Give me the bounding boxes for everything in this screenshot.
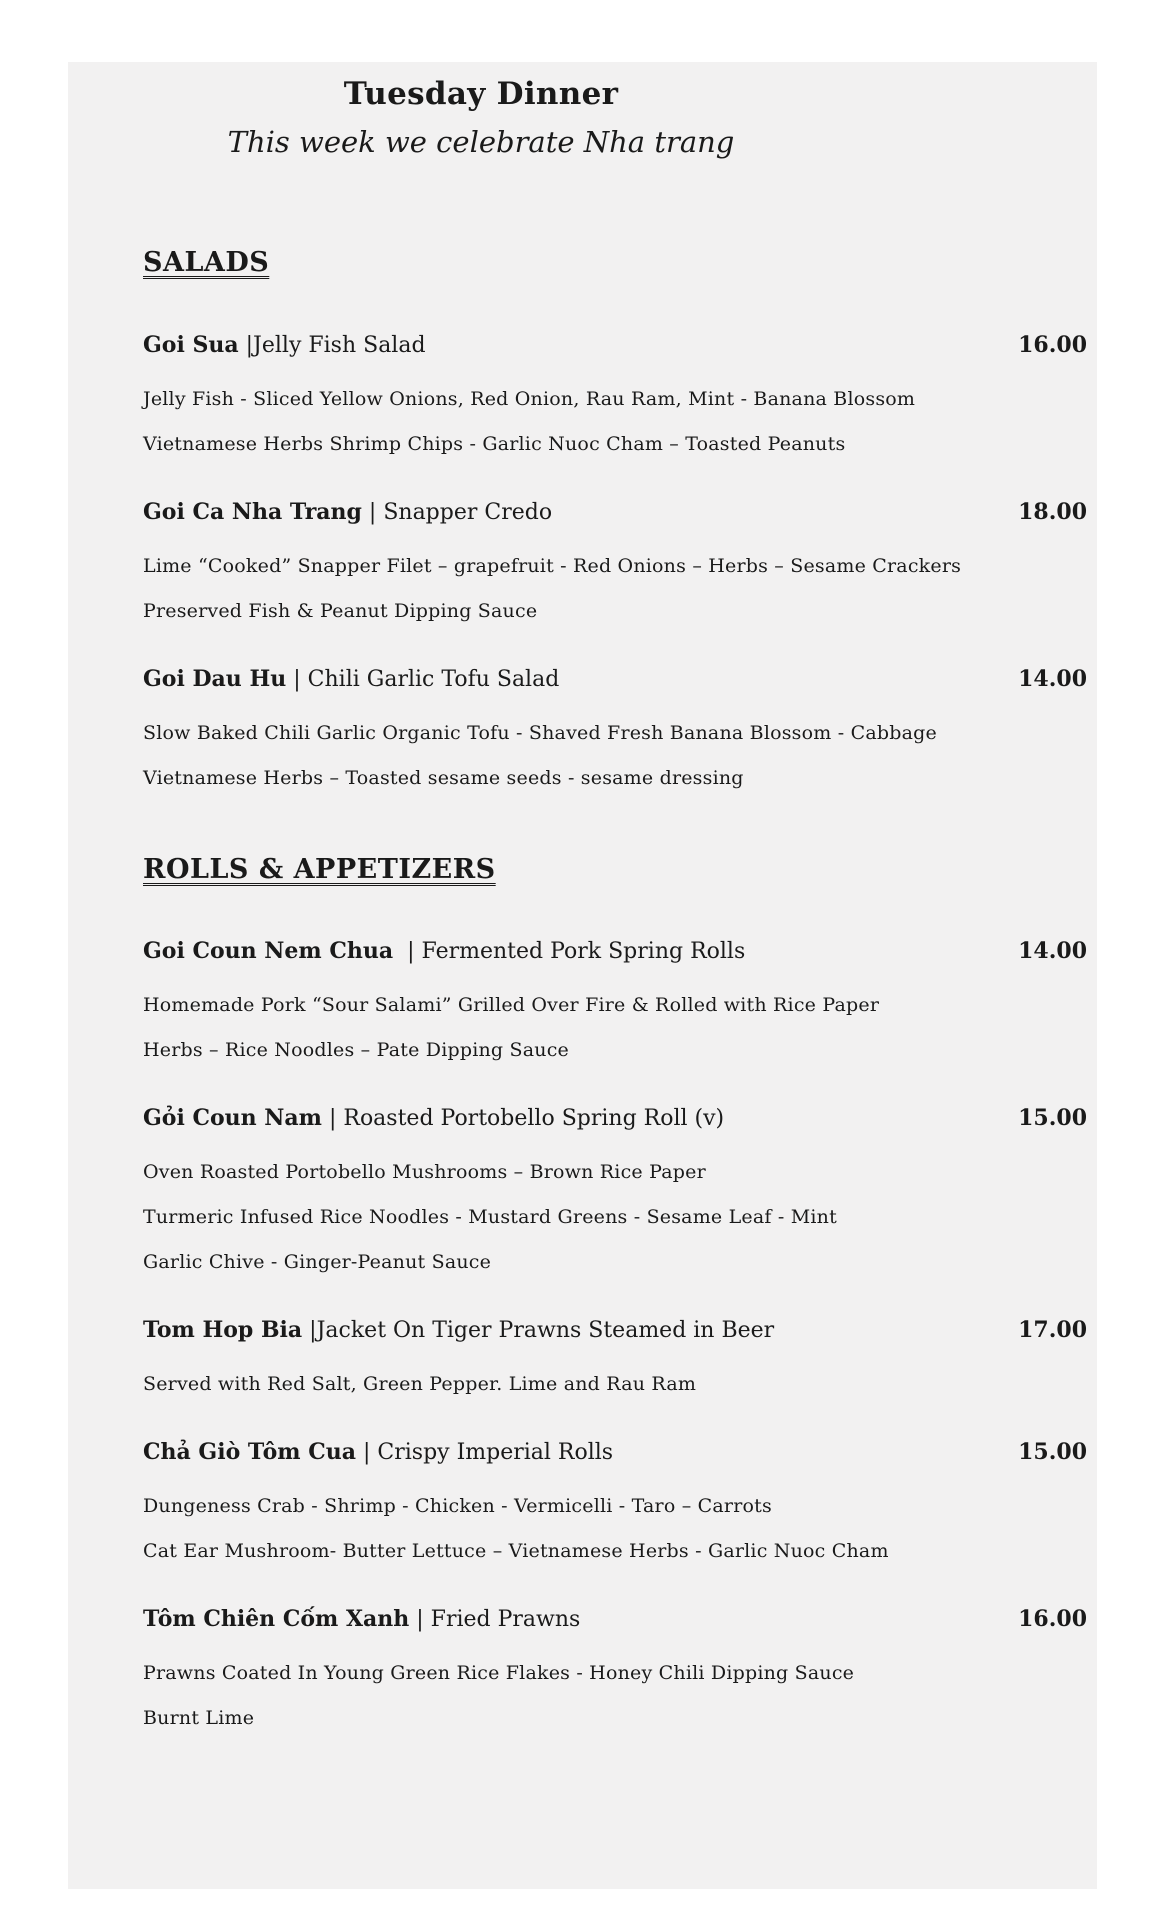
- item-price: 15.00: [1018, 1439, 1087, 1466]
- section-heading: ROLLS & APPETIZERS: [143, 853, 496, 885]
- item-desc: [143, 711, 1087, 801]
- item-desc-line: Jelly Fish - Sliced Yellow Onions, Red Onion, Rau Ram, Mint - Banana Blossom: [143, 387, 916, 410]
- item-subname: | Fermented Pork Spring Rolls: [393, 939, 746, 965]
- menu-sections: [143, 246, 1087, 1742]
- item-name: Gỏi Coun Nam: [143, 1105, 322, 1132]
- item-row: [143, 1103, 1087, 1134]
- item-desc-line: Herbs – Rice Noodles – Pate Dipping Sauce: [143, 1039, 570, 1062]
- item-subname: | Roasted Portobello Spring Roll (v): [321, 1106, 725, 1132]
- item-name: Goi Coun Nem Chua: [143, 938, 394, 965]
- item-row: [143, 330, 1087, 361]
- item-name: Goi Dau Hu: [143, 665, 287, 692]
- menu-item: [143, 1315, 1087, 1407]
- item-price: 14.00: [1018, 665, 1087, 692]
- item-desc-line: Vietnamese Herbs Shrimp Chips - Garlic Nuoc Cham – Toasted Peanuts: [143, 432, 846, 455]
- item-subname: | Snapper Credo: [361, 499, 553, 525]
- item-price: 14.00: [1018, 938, 1087, 965]
- item-price: 18.00: [1018, 498, 1087, 525]
- item-desc-line: Burnt Lime: [143, 1707, 255, 1730]
- section-items: [143, 936, 1087, 1741]
- item-desc-line: Dungeness Crab - Shrimp - Chicken - Vermicelli - Taro – Carrots: [143, 1495, 772, 1518]
- item-name: Goi Ca Nha Trang: [143, 498, 362, 525]
- item-price: 15.00: [1018, 1105, 1087, 1132]
- item-row: [143, 1604, 1087, 1635]
- menu-section: [143, 853, 1087, 1742]
- item-desc: [143, 377, 1087, 467]
- item-price: 16.00: [1018, 331, 1087, 358]
- menu-item: [143, 1103, 1087, 1285]
- item-name: Tôm Chiên Cốm Xanh: [143, 1606, 410, 1633]
- item-row: [143, 497, 1087, 528]
- item-desc-line: Served with Red Salt, Green Pepper. Lime and Rau Ram: [143, 1373, 697, 1396]
- item-desc-line: Oven Roasted Portobello Mushrooms – Brown Rice Paper: [143, 1161, 706, 1184]
- item-desc-line: Preserved Fish & Peanut Dipping Sauce: [143, 599, 538, 622]
- item-desc: [143, 1362, 1087, 1407]
- item-desc: [143, 1150, 1087, 1285]
- item-desc: [143, 1484, 1087, 1574]
- item-subname: | Crispy Imperial Rolls: [355, 1440, 614, 1466]
- item-price: 17.00: [1018, 1317, 1087, 1344]
- item-row: [143, 1315, 1087, 1346]
- menu-header: [143, 76, 819, 160]
- item-desc-line: Turmeric Infused Rice Noodles - Mustard Greens - Sesame Leaf - Mint: [143, 1206, 837, 1229]
- item-desc-line: Garlic Chive - Ginger-Peanut Sauce: [143, 1251, 492, 1274]
- menu-item: [143, 664, 1087, 801]
- item-subname: |Jacket On Tiger Prawns Steamed in Beer: [302, 1318, 775, 1344]
- item-price: 16.00: [1018, 1606, 1087, 1633]
- item-desc-line: Lime “Cooked” Snapper Filet – grapefruit - Red Onions – Herbs – Sesame Crackers: [143, 554, 962, 577]
- menu-title: Tuesday Dinner: [343, 76, 619, 112]
- section-items: [143, 330, 1087, 801]
- menu-section: [143, 246, 1087, 801]
- item-desc: [143, 544, 1087, 634]
- menu-subtitle: This week we celebrate Nha trang: [227, 125, 735, 160]
- item-name: Chả Giò Tôm Cua: [143, 1439, 356, 1466]
- item-desc: [143, 1651, 1087, 1741]
- item-desc-line: Prawns Coated In Young Green Rice Flakes - Honey Chili Dipping Sauce: [143, 1662, 855, 1685]
- item-desc: [143, 983, 1087, 1073]
- item-row: [143, 664, 1087, 695]
- menu-item: [143, 936, 1087, 1073]
- item-subname: | Fried Prawns: [409, 1607, 581, 1633]
- item-name: Goi Sua: [143, 331, 239, 358]
- item-row: [143, 936, 1087, 967]
- menu-item: [143, 330, 1087, 467]
- item-subname: |Jelly Fish Salad: [238, 332, 426, 358]
- item-desc-line: Vietnamese Herbs – Toasted sesame seeds - sesame dressing: [143, 766, 744, 789]
- menu-item: [143, 1604, 1087, 1741]
- item-name: Tom Hop Bia: [143, 1317, 303, 1344]
- menu-page: [68, 62, 1097, 1889]
- section-heading: SALADS: [143, 246, 270, 278]
- item-desc-line: Slow Baked Chili Garlic Organic Tofu - Shaved Fresh Banana Blossom - Cabbage: [143, 721, 937, 744]
- menu-item: [143, 497, 1087, 634]
- item-desc-line: Cat Ear Mushroom- Butter Lettuce – Vietnamese Herbs - Garlic Nuoc Cham: [143, 1540, 889, 1563]
- item-subname: | Chili Garlic Tofu Salad: [286, 666, 560, 692]
- item-desc-line: Homemade Pork “Sour Salami” Grilled Over Fire & Rolled with Rice Paper: [143, 994, 880, 1017]
- menu-item: [143, 1437, 1087, 1574]
- item-row: [143, 1437, 1087, 1468]
